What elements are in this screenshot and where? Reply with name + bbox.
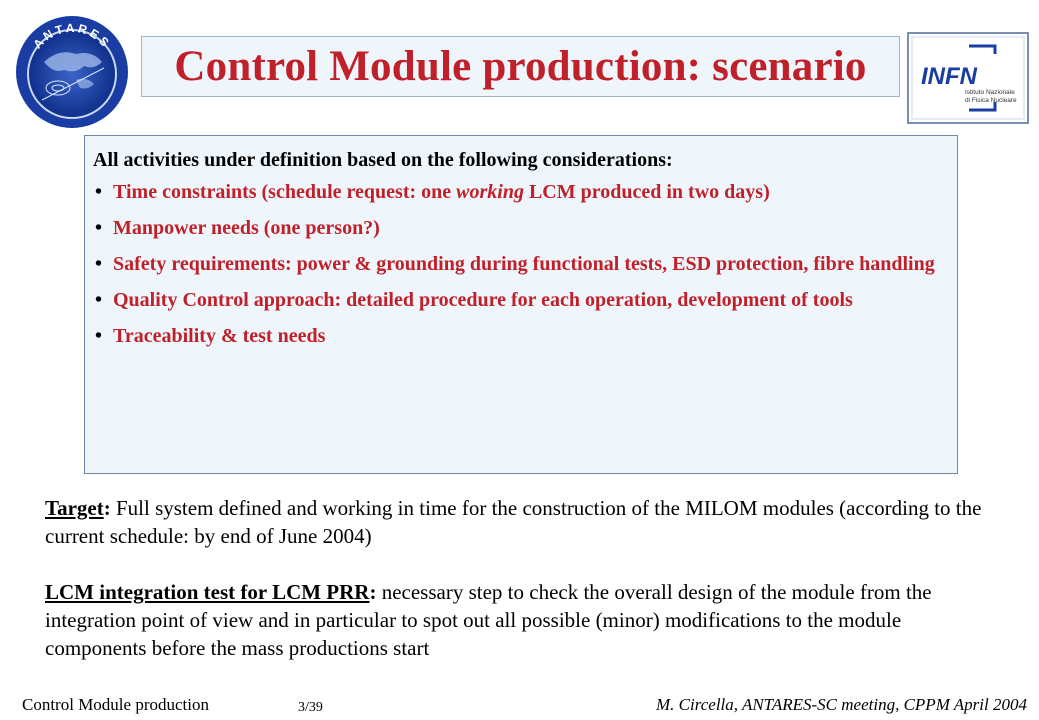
considerations-intro: All activities under definition based on the following considerations: [93,149,673,171]
page-title: Control Module production: scenario [174,43,867,90]
infn-subtitle-line1: Istituto Nazionale [965,89,1015,96]
antares-logo [14,14,130,130]
target-label: Target [45,496,104,520]
bullet-dot: • [95,253,103,275]
target-colon: : [103,496,111,520]
item-text: Time constraints (schedule request: one [113,181,457,203]
bullet-dot: • [95,181,103,203]
consideration-item [93,322,939,351]
consideration-item [93,250,939,279]
bullet-dot: • [95,289,103,311]
considerations-box [84,135,958,474]
item-text: Traceability & test needs [113,325,326,347]
consideration-item [93,286,939,315]
integration-colon: : [369,580,377,604]
target-text: Full system defined and working in time for the construction of the MILOM modules (according to the current schedule: by end of June 2004) [45,496,982,548]
target-paragraph [45,494,1005,550]
consideration-item [93,214,939,243]
infn-subtitle-line2: di Fisica Nucleare [965,97,1017,104]
integration-paragraph [45,578,1005,662]
consideration-item [93,178,939,207]
integration-text: necessary step to check the overall design of the module from the integration point of view and in particular to spot out all possible (minor) modifications to the module components before the mass productions start [45,580,932,660]
footer-title: Control Module production [22,695,209,714]
item-text: Safety requirements: power & grounding during functional tests, ESD protection, fibre handling [113,253,935,275]
title-banner [141,36,900,97]
considerations-list [93,178,939,351]
page-number: 3/39 [298,700,323,715]
footer-author: M. Circella, ANTARES-SC meeting, CPPM April 2004 [656,695,1027,714]
bullet-dot: • [95,325,103,347]
item-text: Quality Control approach: detailed procedure for each operation, development of tools [113,289,853,311]
integration-label: LCM integration test for LCM PRR [45,580,370,604]
bullet-dot: • [95,217,103,239]
antares-logo-text: ANTARES [30,20,114,52]
item-text-end: LCM produced in two days) [523,181,770,203]
infn-logo [907,32,1029,124]
infn-logo-text: INFN [921,63,977,90]
item-text: Manpower needs (one person?) [113,217,380,239]
item-emphasis: working [456,181,524,203]
